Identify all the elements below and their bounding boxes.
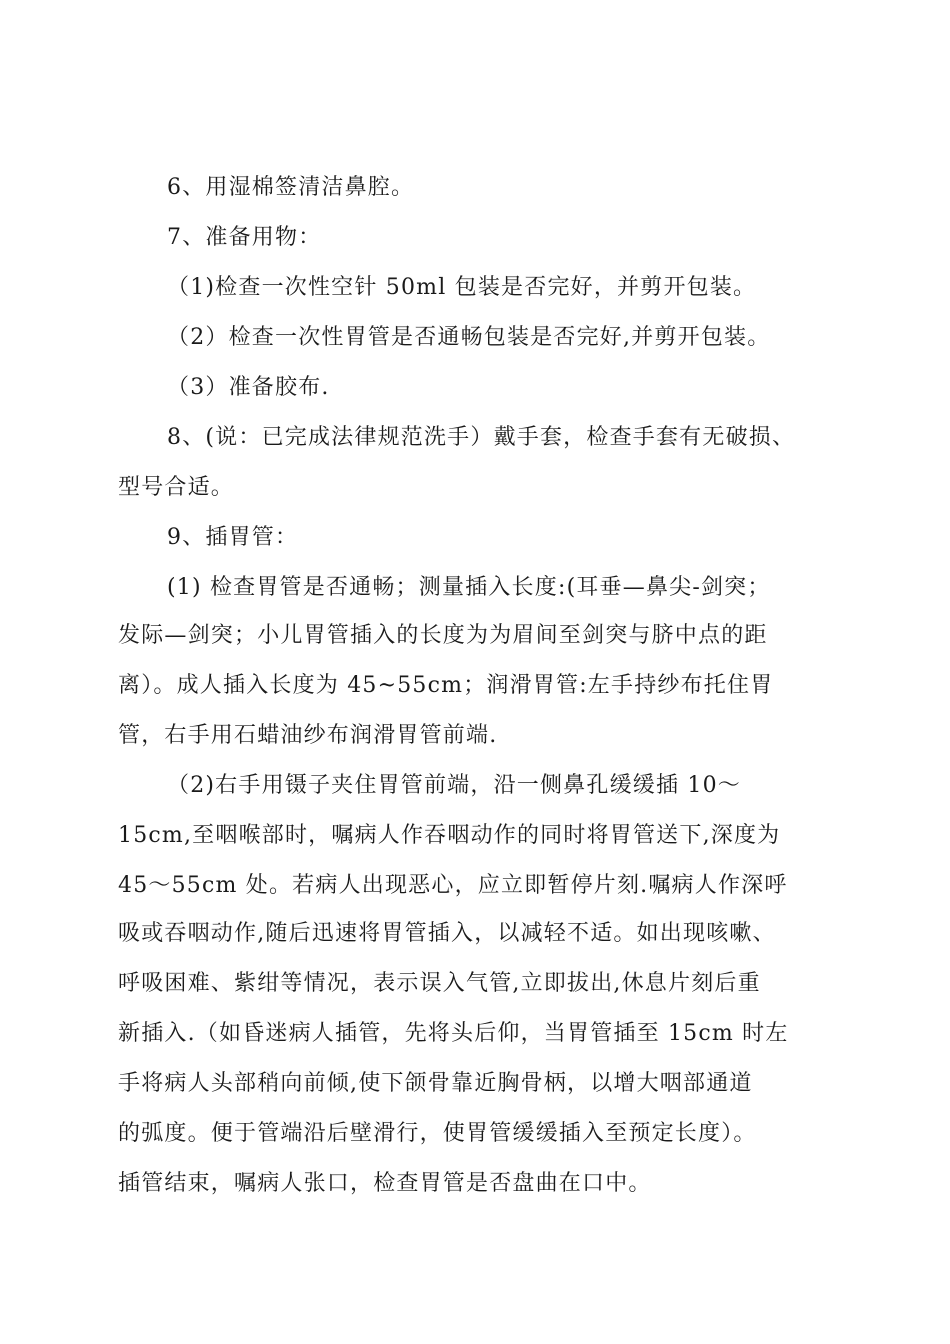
text-line: 离）。成人插入长度为 45~55cm；润滑胃管:左手持纱布托住胃 <box>118 673 774 698</box>
text-line: 9、插胃管： <box>167 525 299 550</box>
text-line: 15cm,至咽喉部时，嘱病人作吞咽动作的同时将胃管送下,深度为 <box>118 823 781 848</box>
text-line: 呼吸困难、紫绀等情况，表示误入气管,立即拔出,休息片刻后重 <box>118 971 761 996</box>
text-line: 新插入.（如昏迷病人插管，先将头后仰，当胃管插至 15cm 时左 <box>118 1021 789 1046</box>
text-line: 插管结束，嘱病人张口，检查胃管是否盘曲在口中。 <box>118 1171 652 1196</box>
text-line: 发际—剑突；小儿胃管插入的长度为为眉间至剑突与脐中点的距 <box>118 623 768 648</box>
text-line: （2）检查一次性胃管是否通畅包装是否完好,并剪开包装。 <box>167 325 771 350</box>
text-line: 6、用湿棉签清洁鼻腔。 <box>167 175 415 200</box>
text-line: 7、准备用物： <box>167 225 322 250</box>
text-line: 的弧度。便于管端沿后壁滑行，使胃管缓缓插入至预定长度）。 <box>118 1121 757 1146</box>
text-line: 吸或吞咽动作,随后迅速将胃管插入，以减轻不适。如出现咳嗽、 <box>118 921 776 946</box>
text-line: 8、(说：已完成法律规范洗手）戴手套，检查手套有无破损、 <box>167 425 796 450</box>
text-line: 管，右手用石蜡油纱布润滑胃管前端. <box>118 723 498 748</box>
text-line: 型号合适。 <box>118 475 235 500</box>
text-line: （1)检查一次性空针 50ml 包装是否完好，并剪开包装。 <box>167 275 757 300</box>
text-line: （2)右手用镊子夹住胃管前端，沿一侧鼻孔缓缓插 10～ <box>167 773 741 798</box>
text-line: (1) 检查胃管是否通畅；测量插入长度:(耳垂—鼻尖-剑突； <box>167 575 771 600</box>
text-line: 45～55cm 处。若病人出现恶心，应立即暂停片刻.嘱病人作深呼 <box>118 873 788 898</box>
text-line: （3）准备胶布. <box>167 375 330 400</box>
text-line: 手将病人头部稍向前倾,使下颌骨靠近胸骨柄，以增大咽部通道 <box>118 1071 753 1096</box>
